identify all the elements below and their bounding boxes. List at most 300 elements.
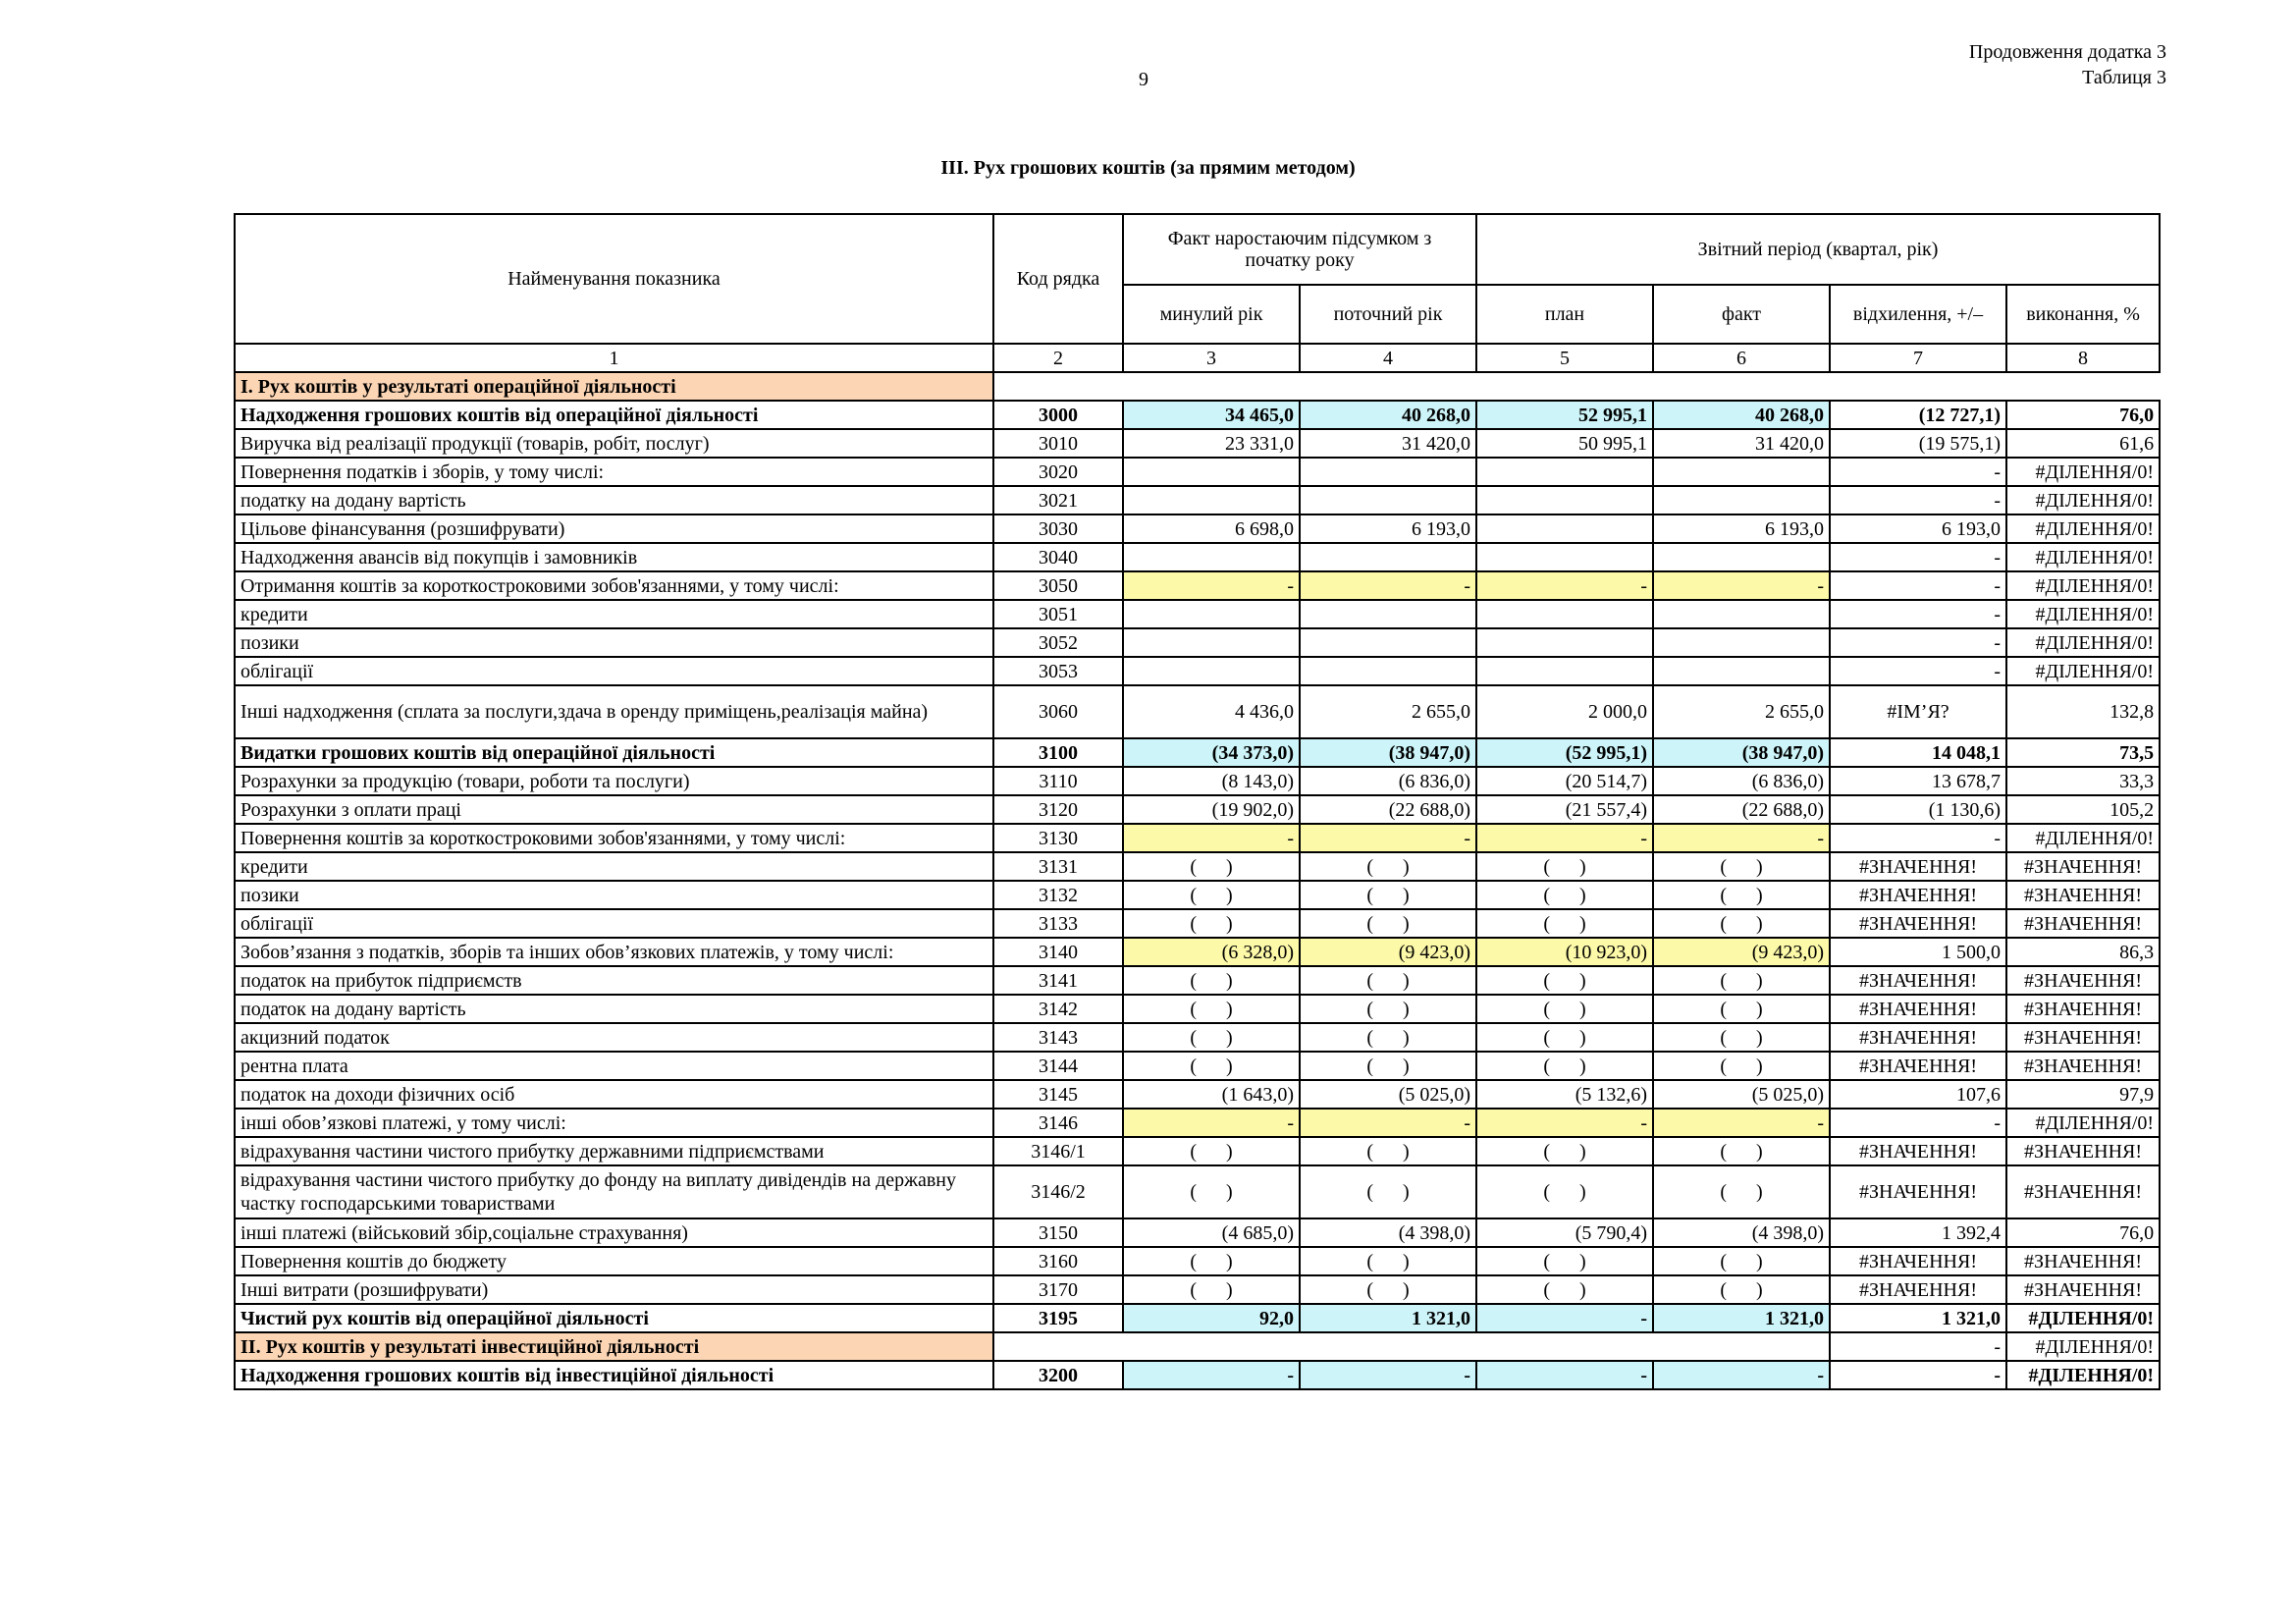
cell-plan: ( ) (1476, 1247, 1653, 1275)
cell-dev: - (1830, 1361, 2006, 1389)
cell-curr: ( ) (1300, 1052, 1476, 1080)
row-code: 3053 (993, 657, 1123, 685)
section-blank (993, 372, 1830, 401)
cell-prev: (19 902,0) (1123, 795, 1300, 824)
row-code: 3142 (993, 995, 1123, 1023)
cell-fact: - (1653, 571, 1830, 600)
table-row (235, 966, 2160, 995)
cell-exec: #ЗНАЧЕННЯ! (2006, 881, 2160, 909)
cell-dev: - (1830, 1332, 2006, 1361)
row-code: 3010 (993, 429, 1123, 458)
table-row (235, 1304, 2160, 1332)
cell-prev: ( ) (1123, 966, 1300, 995)
cell-plan: ( ) (1476, 995, 1653, 1023)
row-code: 3160 (993, 1247, 1123, 1275)
cell-fact: (6 836,0) (1653, 767, 1830, 795)
cell-prev: - (1123, 1361, 1300, 1389)
cell-dev: #ЗНАЧЕННЯ! (1830, 1137, 2006, 1165)
row-name: Інші витрати (розшифрувати) (235, 1275, 993, 1304)
cell-prev: - (1123, 1109, 1300, 1137)
col-number: 7 (1830, 344, 2006, 372)
cell-fact: ( ) (1653, 1165, 1830, 1218)
table-row (235, 600, 2160, 628)
cell-plan: ( ) (1476, 881, 1653, 909)
cell-plan: (21 557,4) (1476, 795, 1653, 824)
cell-dev: 1 392,4 (1830, 1218, 2006, 1247)
row-name: відрахування частини чистого прибутку до фонду на виплату дивідендів на державну частку господарськими товариствами (235, 1165, 993, 1218)
row-name: Чистий рух коштів від операційної діяльності (235, 1304, 993, 1332)
cell-prev: 34 465,0 (1123, 401, 1300, 429)
table-row (235, 1218, 2160, 1247)
section-label: ІІ. Рух коштів у результаті інвестиційної діяльності (235, 1332, 993, 1361)
sub-exec-header: виконання, % (2006, 285, 2160, 344)
cell-prev (1123, 543, 1300, 571)
row-code: 3200 (993, 1361, 1123, 1389)
row-code: 3060 (993, 685, 1123, 738)
cell-exec: #ДІЛЕННЯ/0! (2006, 514, 2160, 543)
cell-fact: 31 420,0 (1653, 429, 1830, 458)
cell-fact (1653, 600, 1830, 628)
row-name: відрахування частини чистого прибутку державними підприємствами (235, 1137, 993, 1165)
cell-prev: 92,0 (1123, 1304, 1300, 1332)
table-row (235, 881, 2160, 909)
cell-curr: 31 420,0 (1300, 429, 1476, 458)
cell-exec: 33,3 (2006, 767, 2160, 795)
cell-dev: (19 575,1) (1830, 429, 2006, 458)
row-code: 3146/1 (993, 1137, 1123, 1165)
cell-exec: #ДІЛЕННЯ/0! (2006, 458, 2160, 486)
table-row (235, 1080, 2160, 1109)
cell-curr: - (1300, 571, 1476, 600)
cell-curr: 40 268,0 (1300, 401, 1476, 429)
cell-curr: ( ) (1300, 1023, 1476, 1052)
sub-curr-header: поточний рік (1300, 285, 1476, 344)
cell-exec: #ДІЛЕННЯ/0! (2006, 657, 2160, 685)
sub-prev-header: минулий рік (1123, 285, 1300, 344)
cell-dev: 6 193,0 (1830, 514, 2006, 543)
cell-plan (1476, 543, 1653, 571)
cell-dev: 13 678,7 (1830, 767, 2006, 795)
table-row (235, 1247, 2160, 1275)
cell-curr: (9 423,0) (1300, 938, 1476, 966)
cell-exec: 61,6 (2006, 429, 2160, 458)
cell-prev (1123, 486, 1300, 514)
cell-dev: (12 727,1) (1830, 401, 2006, 429)
cell-curr: ( ) (1300, 909, 1476, 938)
cell-exec (2006, 372, 2160, 401)
table-label: Таблиця 3 (2082, 67, 2166, 88)
cell-curr: ( ) (1300, 1247, 1476, 1275)
cell-plan: (5 790,4) (1476, 1218, 1653, 1247)
cell-exec: #ЗНАЧЕННЯ! (2006, 1137, 2160, 1165)
cell-dev: - (1830, 628, 2006, 657)
cell-fact: ( ) (1653, 1052, 1830, 1080)
header-row-top (235, 214, 2160, 285)
row-code: 3140 (993, 938, 1123, 966)
cell-dev: #ЗНАЧЕННЯ! (1830, 1247, 2006, 1275)
row-code: 3030 (993, 514, 1123, 543)
cell-dev: #ЗНАЧЕННЯ! (1830, 1275, 2006, 1304)
table-row (235, 909, 2160, 938)
cell-plan (1476, 486, 1653, 514)
row-name: Цільове фінансування (розшифрувати) (235, 514, 993, 543)
cash-flow-table (234, 213, 2161, 1390)
table-row (235, 657, 2160, 685)
table-row (235, 1137, 2160, 1165)
cell-curr: (5 025,0) (1300, 1080, 1476, 1109)
cell-dev: #ЗНАЧЕННЯ! (1830, 966, 2006, 995)
cell-curr: (22 688,0) (1300, 795, 1476, 824)
row-code: 3195 (993, 1304, 1123, 1332)
cell-fact: 2 655,0 (1653, 685, 1830, 738)
cell-curr: - (1300, 1361, 1476, 1389)
row-code: 3146/2 (993, 1165, 1123, 1218)
row-code: 3000 (993, 401, 1123, 429)
row-code: 3052 (993, 628, 1123, 657)
table-row (235, 514, 2160, 543)
cell-exec: #ДІЛЕННЯ/0! (2006, 600, 2160, 628)
cell-dev: #ЗНАЧЕННЯ! (1830, 1165, 2006, 1218)
cell-exec: #ДІЛЕННЯ/0! (2006, 543, 2160, 571)
cell-curr: ( ) (1300, 1275, 1476, 1304)
row-code: 3110 (993, 767, 1123, 795)
row-name: Надходження грошових коштів від інвестиційної діяльності (235, 1361, 993, 1389)
cell-fact (1653, 458, 1830, 486)
cell-dev: #ЗНАЧЕННЯ! (1830, 852, 2006, 881)
column-numbers-row (235, 344, 2160, 372)
cell-curr: (38 947,0) (1300, 738, 1476, 767)
cell-fact: ( ) (1653, 1275, 1830, 1304)
cell-exec: 76,0 (2006, 401, 2160, 429)
row-name: Повернення коштів до бюджету (235, 1247, 993, 1275)
cell-plan: - (1476, 1361, 1653, 1389)
cell-prev: ( ) (1123, 881, 1300, 909)
row-name: акцизний податок (235, 1023, 993, 1052)
cell-dev: #ЗНАЧЕННЯ! (1830, 881, 2006, 909)
table-row (235, 995, 2160, 1023)
cell-curr: ( ) (1300, 852, 1476, 881)
table-row (235, 543, 2160, 571)
cell-plan: 50 995,1 (1476, 429, 1653, 458)
page-number: 9 (1139, 69, 1148, 90)
cell-plan (1476, 458, 1653, 486)
row-name: кредити (235, 600, 993, 628)
cell-dev: 1 321,0 (1830, 1304, 2006, 1332)
cell-prev: (6 328,0) (1123, 938, 1300, 966)
cell-plan: ( ) (1476, 966, 1653, 995)
cell-plan: (20 514,7) (1476, 767, 1653, 795)
col-number: 6 (1653, 344, 1830, 372)
cell-fact: ( ) (1653, 966, 1830, 995)
section-label: І. Рух коштів у результаті операційної діяльності (235, 372, 993, 401)
row-name: податку на додану вартість (235, 486, 993, 514)
cell-dev: - (1830, 543, 2006, 571)
cell-fact: (9 423,0) (1653, 938, 1830, 966)
cell-curr: 1 321,0 (1300, 1304, 1476, 1332)
section-header-row (235, 372, 2160, 401)
row-code: 3150 (993, 1218, 1123, 1247)
cell-dev: #ЗНАЧЕННЯ! (1830, 1052, 2006, 1080)
row-name: податок на прибуток підприємств (235, 966, 993, 995)
cell-prev: ( ) (1123, 995, 1300, 1023)
row-code: 3146 (993, 1109, 1123, 1137)
cell-prev: ( ) (1123, 1275, 1300, 1304)
cell-curr (1300, 600, 1476, 628)
col-code-header: Код рядка (993, 214, 1123, 344)
cell-exec: #ЗНАЧЕННЯ! (2006, 1247, 2160, 1275)
row-code: 3145 (993, 1080, 1123, 1109)
table-row (235, 852, 2160, 881)
cell-exec: #ЗНАЧЕННЯ! (2006, 1023, 2160, 1052)
row-code: 3143 (993, 1023, 1123, 1052)
cell-fact (1653, 486, 1830, 514)
group-period-header: Звітний період (квартал, рік) (1476, 214, 2160, 285)
cell-fact: ( ) (1653, 1137, 1830, 1165)
cell-fact (1653, 628, 1830, 657)
cell-exec: 86,3 (2006, 938, 2160, 966)
cell-exec: #ЗНАЧЕННЯ! (2006, 995, 2160, 1023)
cell-curr: - (1300, 1109, 1476, 1137)
cell-exec: #ЗНАЧЕННЯ! (2006, 1275, 2160, 1304)
row-name: Інші надходження (сплата за послуги,здача в оренду приміщень,реалізація майна) (235, 685, 993, 738)
cell-plan: ( ) (1476, 1137, 1653, 1165)
cell-plan: ( ) (1476, 1165, 1653, 1218)
cell-dev: 14 048,1 (1830, 738, 2006, 767)
cell-curr: ( ) (1300, 881, 1476, 909)
row-code: 3130 (993, 824, 1123, 852)
cell-prev: ( ) (1123, 909, 1300, 938)
cell-curr (1300, 543, 1476, 571)
cell-exec: #ДІЛЕННЯ/0! (2006, 486, 2160, 514)
table-row (235, 824, 2160, 852)
cell-dev: #ІМ’Я? (1830, 685, 2006, 738)
cell-fact: ( ) (1653, 909, 1830, 938)
cell-exec: #ДІЛЕННЯ/0! (2006, 824, 2160, 852)
row-name: інші обов’язкові платежі, у тому числі: (235, 1109, 993, 1137)
row-code: 3040 (993, 543, 1123, 571)
cell-fact: - (1653, 1109, 1830, 1137)
cell-plan: 2 000,0 (1476, 685, 1653, 738)
cell-fact: ( ) (1653, 1023, 1830, 1052)
table-row (235, 1109, 2160, 1137)
cell-plan: (52 995,1) (1476, 738, 1653, 767)
cell-prev: (4 685,0) (1123, 1218, 1300, 1247)
cell-exec: #ЗНАЧЕННЯ! (2006, 909, 2160, 938)
cell-plan: (5 132,6) (1476, 1080, 1653, 1109)
row-code: 3021 (993, 486, 1123, 514)
table-row (235, 767, 2160, 795)
col-number: 1 (235, 344, 993, 372)
cell-fact: ( ) (1653, 881, 1830, 909)
cell-exec: #ЗНАЧЕННЯ! (2006, 1052, 2160, 1080)
row-name: позики (235, 628, 993, 657)
cell-curr (1300, 628, 1476, 657)
cell-fact: - (1653, 824, 1830, 852)
row-name: кредити (235, 852, 993, 881)
cell-plan: ( ) (1476, 1023, 1653, 1052)
row-name: інші платежі (військовий збір,соціальне страхування) (235, 1218, 993, 1247)
cell-prev: 6 698,0 (1123, 514, 1300, 543)
cell-prev (1123, 458, 1300, 486)
cell-fact: ( ) (1653, 995, 1830, 1023)
row-name: облігації (235, 909, 993, 938)
cell-plan: - (1476, 1304, 1653, 1332)
appendix-header (1969, 39, 2166, 90)
col-number: 4 (1300, 344, 1476, 372)
table-row (235, 795, 2160, 824)
table-row (235, 685, 2160, 738)
col-number: 2 (993, 344, 1123, 372)
continuation-label: Продовження додатка 3 (1968, 41, 2166, 63)
cell-dev: #ЗНАЧЕННЯ! (1830, 1023, 2006, 1052)
table-row (235, 1052, 2160, 1080)
cell-exec: #ДІЛЕННЯ/0! (2006, 1304, 2160, 1332)
row-name: рентна плата (235, 1052, 993, 1080)
section-title: ІІІ. Рух грошових коштів (за прямим методом) (940, 157, 1356, 179)
cell-prev: ( ) (1123, 1247, 1300, 1275)
cell-fact (1653, 657, 1830, 685)
cell-prev: 4 436,0 (1123, 685, 1300, 738)
cell-fact: (5 025,0) (1653, 1080, 1830, 1109)
row-code: 3120 (993, 795, 1123, 824)
col-number: 8 (2006, 344, 2160, 372)
row-code: 3141 (993, 966, 1123, 995)
row-name: Повернення коштів за короткостроковими зобов'язаннями, у тому числі: (235, 824, 993, 852)
cell-dev: #ЗНАЧЕННЯ! (1830, 995, 2006, 1023)
cell-exec: 97,9 (2006, 1080, 2160, 1109)
table-row (235, 1275, 2160, 1304)
row-name: Надходження авансів від покупців і замовників (235, 543, 993, 571)
table-row (235, 738, 2160, 767)
cell-exec: #ДІЛЕННЯ/0! (2006, 1109, 2160, 1137)
row-name: Повернення податків і зборів, у тому числі: (235, 458, 993, 486)
cell-exec: 132,8 (2006, 685, 2160, 738)
sub-dev-header: відхилення, +/– (1830, 285, 2006, 344)
section-header-row (235, 1332, 2160, 1361)
cell-curr: (6 836,0) (1300, 767, 1476, 795)
cell-fact (1653, 543, 1830, 571)
row-code: 3170 (993, 1275, 1123, 1304)
cell-plan (1476, 600, 1653, 628)
cell-exec: #ДІЛЕННЯ/0! (2006, 571, 2160, 600)
cell-curr: ( ) (1300, 1165, 1476, 1218)
cell-plan: 52 995,1 (1476, 401, 1653, 429)
cell-exec: #ДІЛЕННЯ/0! (2006, 1332, 2160, 1361)
cell-dev: - (1830, 657, 2006, 685)
row-code: 3131 (993, 852, 1123, 881)
sub-fact-header: факт (1653, 285, 1830, 344)
table-row (235, 401, 2160, 429)
cell-dev: #ЗНАЧЕННЯ! (1830, 909, 2006, 938)
cell-dev: - (1830, 824, 2006, 852)
cell-curr: ( ) (1300, 995, 1476, 1023)
cell-curr (1300, 657, 1476, 685)
cell-plan: - (1476, 824, 1653, 852)
cell-curr: 2 655,0 (1300, 685, 1476, 738)
row-code: 3133 (993, 909, 1123, 938)
cell-plan: ( ) (1476, 909, 1653, 938)
cell-prev: (8 143,0) (1123, 767, 1300, 795)
cell-curr: - (1300, 824, 1476, 852)
cell-curr (1300, 458, 1476, 486)
row-name: Розрахунки за продукцію (товари, роботи та послуги) (235, 767, 993, 795)
cell-prev: (34 373,0) (1123, 738, 1300, 767)
row-code: 3144 (993, 1052, 1123, 1080)
row-code: 3132 (993, 881, 1123, 909)
cell-curr: (4 398,0) (1300, 1218, 1476, 1247)
cell-plan: (10 923,0) (1476, 938, 1653, 966)
cell-fact: - (1653, 1361, 1830, 1389)
cell-prev: ( ) (1123, 1137, 1300, 1165)
cell-prev: ( ) (1123, 852, 1300, 881)
cell-dev (1830, 372, 2006, 401)
cell-exec: #ДІЛЕННЯ/0! (2006, 628, 2160, 657)
cell-exec: #ДІЛЕННЯ/0! (2006, 1361, 2160, 1389)
row-name: облігації (235, 657, 993, 685)
cell-dev: 1 500,0 (1830, 938, 2006, 966)
table-row (235, 1165, 2160, 1218)
cell-fact: 40 268,0 (1653, 401, 1830, 429)
row-code: 3100 (993, 738, 1123, 767)
cell-plan: - (1476, 1109, 1653, 1137)
cell-dev: 107,6 (1830, 1080, 2006, 1109)
cell-prev: ( ) (1123, 1052, 1300, 1080)
cell-dev: - (1830, 571, 2006, 600)
row-name: податок на додану вартість (235, 995, 993, 1023)
cell-dev: - (1830, 600, 2006, 628)
table-row (235, 1023, 2160, 1052)
cell-prev: ( ) (1123, 1165, 1300, 1218)
cell-prev: - (1123, 824, 1300, 852)
cell-plan (1476, 514, 1653, 543)
table-row (235, 486, 2160, 514)
row-name: Зобов’язання з податків, зборів та інших обов’язкових платежів, у тому числі: (235, 938, 993, 966)
cell-exec: #ЗНАЧЕННЯ! (2006, 1165, 2160, 1218)
cell-prev (1123, 600, 1300, 628)
cell-prev: - (1123, 571, 1300, 600)
cell-plan: ( ) (1476, 1052, 1653, 1080)
table-row (235, 1361, 2160, 1389)
cell-exec: #ЗНАЧЕННЯ! (2006, 852, 2160, 881)
sub-plan-header: план (1476, 285, 1653, 344)
cell-prev (1123, 657, 1300, 685)
cell-dev: (1 130,6) (1830, 795, 2006, 824)
row-name: Надходження грошових коштів від операційної діяльності (235, 401, 993, 429)
cell-exec: #ЗНАЧЕННЯ! (2006, 966, 2160, 995)
cell-plan (1476, 657, 1653, 685)
cell-curr: 6 193,0 (1300, 514, 1476, 543)
cell-fact: ( ) (1653, 852, 1830, 881)
col-name-header: Найменування показника (235, 214, 993, 344)
cell-fact: (22 688,0) (1653, 795, 1830, 824)
cell-curr: ( ) (1300, 1137, 1476, 1165)
table-row (235, 628, 2160, 657)
cell-exec: 76,0 (2006, 1218, 2160, 1247)
col-number: 5 (1476, 344, 1653, 372)
cell-fact: (4 398,0) (1653, 1218, 1830, 1247)
row-name: податок на доходи фізичних осіб (235, 1080, 993, 1109)
cell-plan (1476, 628, 1653, 657)
row-code: 3051 (993, 600, 1123, 628)
cell-dev: - (1830, 486, 2006, 514)
row-code: 3020 (993, 458, 1123, 486)
row-name: Отримання коштів за короткостроковими зобов'язаннями, у тому числі: (235, 571, 993, 600)
cell-fact: 1 321,0 (1653, 1304, 1830, 1332)
cell-prev: (1 643,0) (1123, 1080, 1300, 1109)
section-blank (993, 1332, 1830, 1361)
cell-curr (1300, 486, 1476, 514)
group-fact-header: Факт наростаючим підсумком з початку року (1123, 214, 1476, 285)
